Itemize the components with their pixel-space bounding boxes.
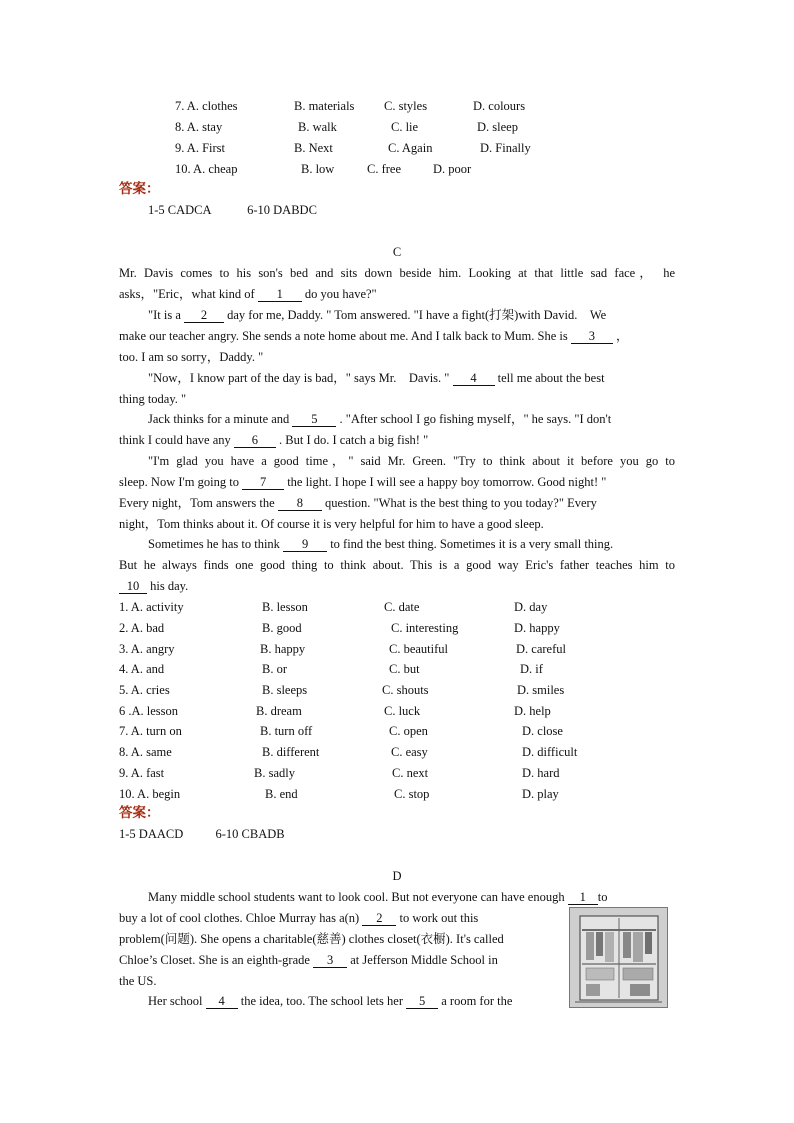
passage-line: think I could have any 6 . But I do. I catch a big fish! " xyxy=(119,433,429,447)
passage-line: make our teacher angry. She sends a note home about me. And I talk back to Mum. She is 3 ， xyxy=(119,329,629,343)
prev-option-c: C. lie xyxy=(391,120,419,134)
blank-4: 4 xyxy=(453,371,495,386)
passage-line: asks，"Eric，what kind of 1 do you have?" xyxy=(119,287,377,301)
option-d: D. close xyxy=(522,724,563,738)
closet-illustration-icon xyxy=(570,908,667,1007)
prev-option-a: 7. A. clothes xyxy=(175,99,238,113)
answer-label: 答案： xyxy=(119,805,160,820)
option-d: D. help xyxy=(514,704,551,718)
answer-key xyxy=(148,202,317,218)
option-d: D. day xyxy=(514,600,548,614)
option-a: 3. A. angry xyxy=(119,642,175,656)
prev-option-d: D. sleep xyxy=(477,120,518,134)
prev-option-a: 9. A. First xyxy=(175,141,226,155)
prev-option-c: C. free xyxy=(367,162,402,176)
blank-2: 2 xyxy=(184,308,224,323)
option-b: B. end xyxy=(265,787,298,801)
option-c: C. luck xyxy=(384,704,421,718)
option-b: B. sleeps xyxy=(262,683,308,697)
option-d: D. happy xyxy=(514,621,560,635)
option-c: C. next xyxy=(392,766,429,780)
prev-option-d: D. poor xyxy=(433,162,472,176)
option-a: 9. A. fast xyxy=(119,766,165,780)
prev-option-b: B. low xyxy=(301,162,335,176)
option-c: C. stop xyxy=(394,787,430,801)
blank-1: 1 xyxy=(568,890,598,905)
option-b: B. good xyxy=(262,621,302,635)
answer-label: 答案： xyxy=(119,181,160,196)
option-c: C. beautiful xyxy=(389,642,449,656)
option-a: 4. A. and xyxy=(119,662,165,676)
option-b: B. happy xyxy=(260,642,306,656)
passage-line: Many middle school students want to look cool. But not everyone can have enough 1 to xyxy=(148,890,608,904)
prev-option-b: B. materials xyxy=(294,99,355,113)
option-c: C. open xyxy=(389,724,428,738)
option-c: C. but xyxy=(389,662,420,676)
passage-line: Every night，Tom answers the 8 question. "What is the best thing to you today?" Every xyxy=(119,496,597,510)
blank-9: 9 xyxy=(283,537,327,552)
blank-6: 6 xyxy=(234,433,276,448)
option-b: B. or xyxy=(262,662,287,676)
prev-option-c: C. styles xyxy=(384,99,428,113)
blank-10: 10 xyxy=(119,579,147,594)
passage-line: Sometimes he has to think 9 to find the best thing. Sometimes it is a very small thing. xyxy=(148,537,614,551)
blank-7: 7 xyxy=(242,475,284,490)
passage-line: Chloe’s Closet. She is an eighth-grade 3 at Jefferson Middle School in xyxy=(119,953,498,967)
passage-line: "It is a 2 day for me, Daddy. " Tom answered. "I have a fight(打架)with David. We xyxy=(148,308,607,322)
option-a: 6 .A. lesson xyxy=(119,704,179,718)
clothes-closet-photo xyxy=(569,907,668,1008)
option-b: B. dream xyxy=(256,704,302,718)
prev-option-d: D. Finally xyxy=(480,141,531,155)
option-d: D. play xyxy=(522,787,559,801)
option-a: 1. A. activity xyxy=(119,600,184,614)
passage-line: the US. xyxy=(119,974,157,988)
passage-line: buy a lot of cool clothes. Chloe Murray has a(n) 2 to work out this xyxy=(119,911,479,925)
prev-option-d: D. colours xyxy=(473,99,526,113)
passage-line: "Now，I know part of the day is bad，" says Mr. Davis. " 4 tell me about the best xyxy=(148,371,605,385)
answer-range: 6-10 CBADB xyxy=(215,827,285,841)
passage-line: sleep. Now I'm going to 7 the light. I hope I will see a happy boy tomorrow. Good night! " xyxy=(119,475,607,489)
blank-3: 3 xyxy=(313,953,347,968)
passage-line: problem(问题). She opens a charitable(慈善) clothes closet(衣橱). It's called xyxy=(119,932,504,946)
blank-3: 3 xyxy=(571,329,613,344)
option-d: D. if xyxy=(520,662,543,676)
passage-line: Her school 4 the idea, too. The school lets her 5 a room for the xyxy=(148,994,513,1008)
blank-5: 5 xyxy=(406,994,438,1009)
section-c-title: C xyxy=(392,245,402,259)
option-d: D. smiles xyxy=(517,683,565,697)
blank-8: 8 xyxy=(278,496,322,511)
passage-line: too. I am so sorry，Daddy. " xyxy=(119,350,264,364)
prev-option-a: 10. A. cheap xyxy=(175,162,238,176)
option-b: B. lesson xyxy=(262,600,308,614)
answer-range: 1-5 DAACD xyxy=(119,827,184,841)
answer-key xyxy=(119,826,285,842)
passage-line: Mr. Davis comes to his son's bed and sits down beside him. Looking at that little sad face， he xyxy=(119,266,675,280)
blank-1: 1 xyxy=(258,287,302,302)
blank-2: 2 xyxy=(362,911,396,926)
blank-4: 4 xyxy=(206,994,238,1009)
passage-line: night，Tom thinks about it. Of course it is very helpful for him to have a good sleep. xyxy=(119,517,544,531)
passage-line: thing today. " xyxy=(119,392,187,406)
passage-line: 10 his day. xyxy=(119,578,188,594)
section-d-title: D xyxy=(392,869,402,883)
blank-5: 5 xyxy=(292,412,336,427)
prev-option-b: B. walk xyxy=(298,120,337,134)
option-d: D. difficult xyxy=(522,745,578,759)
passage-line: But he always finds one good thing to think about. This is a good way Eric's father teaches him to xyxy=(119,558,675,572)
passage-line: Jack thinks for a minute and 5 . "After school I go fishing myself，" he says. "I don't xyxy=(148,412,612,426)
answer-range: 1-5 CADCA xyxy=(148,203,211,217)
option-c: C. shouts xyxy=(382,683,429,697)
option-a: 8. A. same xyxy=(119,745,172,759)
option-a: 10. A. begin xyxy=(119,787,181,801)
answer-range: 6-10 DABDC xyxy=(247,203,317,217)
option-a: 7. A. turn on xyxy=(119,724,182,738)
prev-option-c: C. Again xyxy=(388,141,433,155)
option-b: B. turn off xyxy=(260,724,313,738)
prev-option-a: 8. A. stay xyxy=(175,120,223,134)
passage-line: "I'm glad you have a good time，" said Mr. Green. "Try to think about it before you go to xyxy=(148,454,675,468)
option-b: B. sadly xyxy=(254,766,295,780)
option-a: 5. A. cries xyxy=(119,683,170,697)
option-c: C. interesting xyxy=(391,621,459,635)
option-d: D. careful xyxy=(516,642,566,656)
option-d: D. hard xyxy=(522,766,560,780)
option-c: C. easy xyxy=(391,745,428,759)
option-a: 2. A. bad xyxy=(119,621,165,635)
prev-option-b: B. Next xyxy=(294,141,333,155)
option-c: C. date xyxy=(384,600,420,614)
option-b: B. different xyxy=(262,745,320,759)
